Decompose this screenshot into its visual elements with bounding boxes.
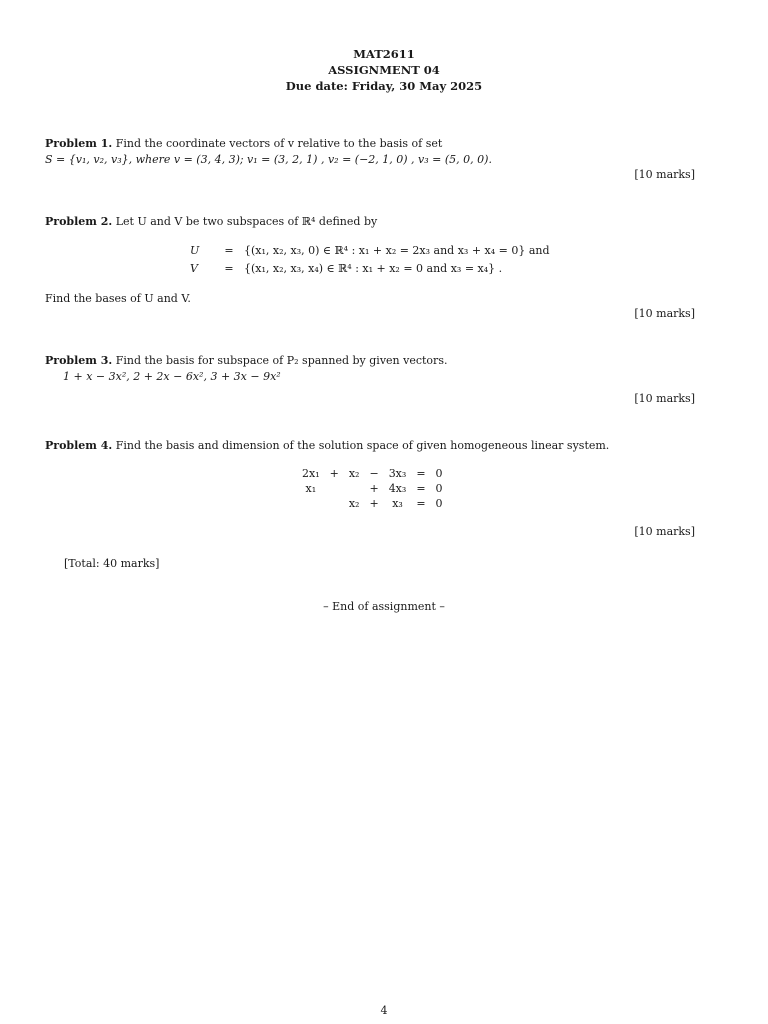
system-term: x₂	[348, 467, 360, 480]
problem-2-question	[45, 291, 695, 307]
end-of-assignment: – End of assignment –	[323, 600, 445, 613]
problem-2	[45, 214, 695, 230]
problem-3-text: Find the basis for subspace of P₂ spanned by given vectors.	[115, 354, 448, 367]
system-equals: =	[416, 497, 426, 510]
system-operator	[325, 496, 344, 511]
system-term: x₂	[348, 497, 360, 510]
document-header	[0, 46, 768, 94]
page-number: 4	[380, 1004, 388, 1017]
system-term	[297, 496, 325, 511]
system-term: x₃	[392, 497, 403, 510]
course-code: MAT2611	[353, 47, 415, 61]
subspace-v-row	[190, 260, 550, 278]
system-row	[297, 466, 448, 481]
system-rhs: 0	[435, 482, 443, 495]
problem-2-text: Let U and V be two subspaces of ℝ⁴ defined by	[115, 215, 378, 228]
subspace-u-row	[190, 242, 550, 260]
system-term: 2x₁	[302, 467, 320, 480]
assignment-title: ASSIGNMENT 04	[328, 63, 440, 77]
problem-4-text: Find the basis and dimension of the solution space of given homogeneous linear system.	[115, 439, 610, 452]
system-rhs: 0	[435, 467, 443, 480]
system-term: 3x₃	[388, 467, 407, 480]
problem-3-vectors: 1 + x − 3x², 2 + 2x − 6x², 3 + 3x − 9x²	[63, 370, 281, 383]
subspace-u-symbol: U	[190, 244, 200, 257]
problem-1-text: Find the coordinate vectors of v relative to the basis of set	[115, 137, 443, 150]
system-term: x₁	[305, 482, 317, 495]
system-operator: +	[369, 497, 379, 510]
problem-1-marks: [10 marks]	[634, 168, 695, 181]
problem-2-text-2: Find the bases of U and V.	[45, 292, 191, 305]
problem-1-label: Problem 1.	[45, 137, 113, 150]
system-row	[297, 481, 448, 496]
system-term	[344, 481, 365, 496]
system-term: 4x₃	[388, 482, 407, 495]
subspace-definitions	[190, 242, 550, 278]
system-equals: =	[416, 482, 426, 495]
system-row	[297, 496, 448, 511]
problem-3-label: Problem 3.	[45, 354, 113, 367]
due-date: Due date: Friday, 30 May 2025	[285, 79, 483, 93]
system-operator	[325, 481, 344, 496]
problem-3-marks: [10 marks]	[634, 392, 695, 405]
subspace-v-definition: {(x₁, x₂, x₃, x₄) ∈ ℝ⁴ : x₁ + x₂ = 0 and x₃ = x₄} .	[244, 262, 503, 275]
linear-system	[297, 466, 448, 511]
system-operator: +	[329, 467, 339, 480]
problem-2-label: Problem 2.	[45, 215, 113, 228]
subspace-u-definition: {(x₁, x₂, x₃, 0) ∈ ℝ⁴ : x₁ + x₂ = 2x₃ and x₃ + x₄ = 0} and	[244, 244, 550, 257]
total-marks: [Total: 40 marks]	[64, 557, 160, 570]
system-operator: −	[369, 467, 379, 480]
equals-sign: =	[224, 244, 234, 257]
problem-2-marks: [10 marks]	[634, 307, 695, 320]
problem-3	[45, 353, 695, 385]
problem-1-equation: S = {v₁, v₂, v₃}, where v = (3, 4, 3); v₁ = (3, 2, 1) , v₂ = (−2, 1, 0) , v₃ = (5, 0, 0).	[45, 153, 492, 166]
system-operator: +	[369, 482, 379, 495]
subspace-v-symbol: V	[190, 262, 198, 275]
system-rhs: 0	[435, 497, 443, 510]
problem-4	[45, 438, 695, 454]
problem-4-label: Problem 4.	[45, 439, 113, 452]
problem-1	[45, 136, 695, 168]
system-equals: =	[416, 467, 426, 480]
problem-4-marks: [10 marks]	[634, 525, 695, 538]
equals-sign: =	[224, 262, 234, 275]
